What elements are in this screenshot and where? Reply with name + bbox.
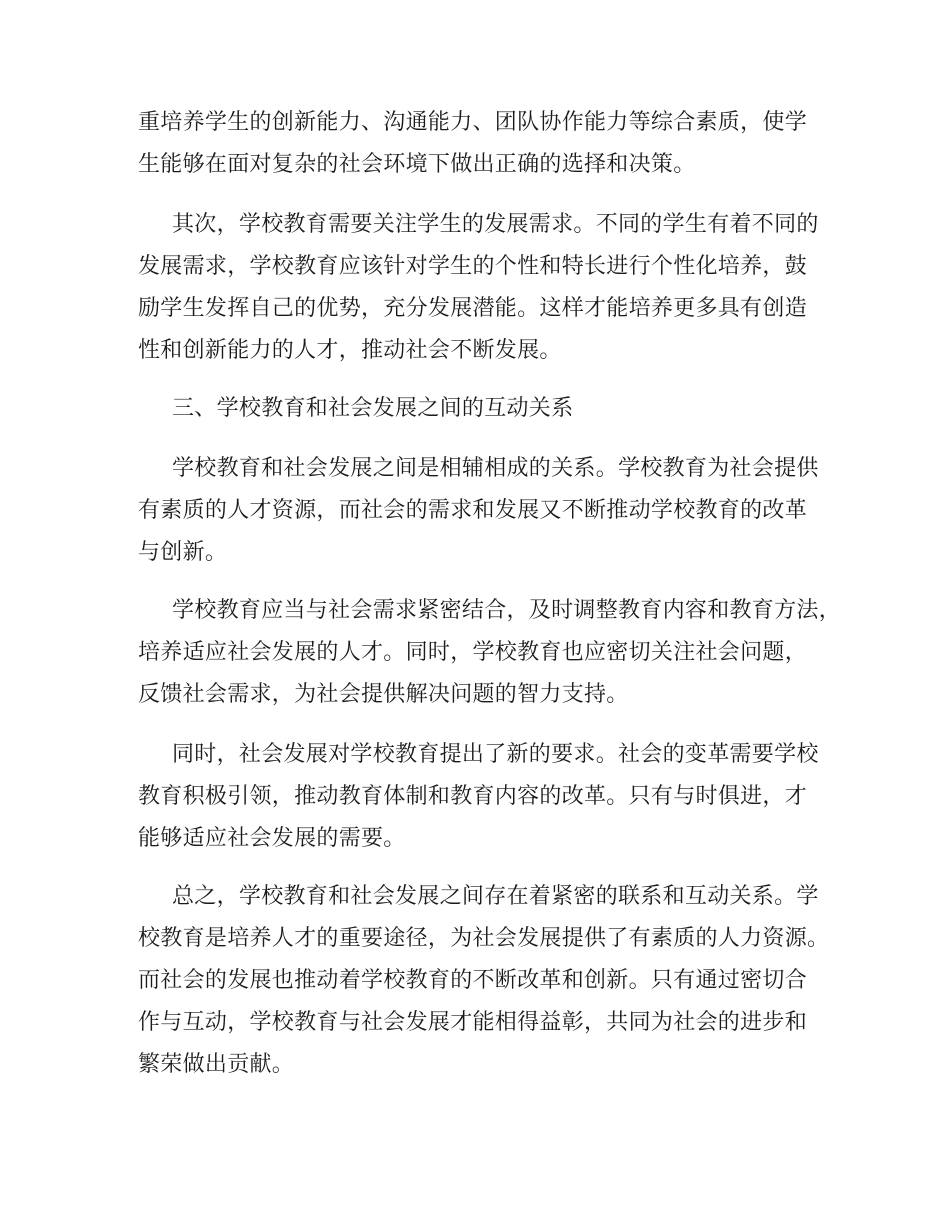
paragraph-3-line-3: 与创新。	[138, 540, 228, 565]
paragraph-5-line-1: 同时，社会发展对学校教育提出了新的要求。社会的变革需要学校	[172, 742, 819, 767]
paragraph-5-line-3: 能够适应社会发展的需要。	[138, 826, 406, 851]
paragraph-1-line-2: 生能够在面对复杂的社会环境下做出正确的选择和决策。	[138, 152, 696, 177]
paragraph-6-line-4: 作与互动，学校教育与社会发展才能相得益彰，共同为社会的进步和	[138, 1010, 808, 1035]
paragraph-6-line-5: 繁荣做出贡献。	[138, 1052, 295, 1077]
paragraph-3-line-2: 有素质的人才资源，而社会的需求和发展又不断推动学校教育的改革	[138, 498, 808, 523]
paragraph-2-line-2: 发展需求，学校教育应该针对学生的个性和特长进行个性化培养，鼓	[138, 254, 808, 279]
paragraph-5-line-2: 教育积极引领，推动教育体制和教育内容的改革。只有与时俱进，才	[138, 784, 808, 809]
paragraph-4-line-1: 学校教育应当与社会需求紧密结合，及时调整教育内容和教育方法，	[172, 598, 842, 623]
paragraph-2-line-4: 性和创新能力的人才，推动社会不断发展。	[138, 338, 562, 363]
paragraph-3-line-1: 学校教育和社会发展之间是相辅相成的关系。学校教育为社会提供	[172, 456, 819, 481]
paragraph-2-line-1: 其次，学校教育需要关注学生的发展需求。不同的学生有着不同的	[172, 212, 819, 237]
paragraph-1-line-1: 重培养学生的创新能力、沟通能力、团队协作能力等综合素质，使学	[138, 110, 808, 135]
paragraph-6-line-2: 校教育是培养人才的重要途径，为社会发展提供了有素质的人力资源。	[138, 926, 830, 951]
paragraph-6-line-1: 总之，学校教育和社会发展之间存在着紧密的联系和互动关系。学	[172, 884, 819, 909]
paragraph-4-line-2: 培养适应社会发展的人才。同时，学校教育也应密切关注社会问题，	[138, 640, 808, 665]
paragraph-4-line-3: 反馈社会需求，为社会提供解决问题的智力支持。	[138, 682, 629, 707]
paragraph-6-line-3: 而社会的发展也推动着学校教育的不断改革和创新。只有通过密切合	[138, 968, 808, 993]
paragraph-2-line-3: 励学生发挥自己的优势，充分发展潜能。这样才能培养更多具有创造	[138, 296, 808, 321]
section-heading: 三、学校教育和社会发展之间的互动关系	[172, 396, 574, 421]
